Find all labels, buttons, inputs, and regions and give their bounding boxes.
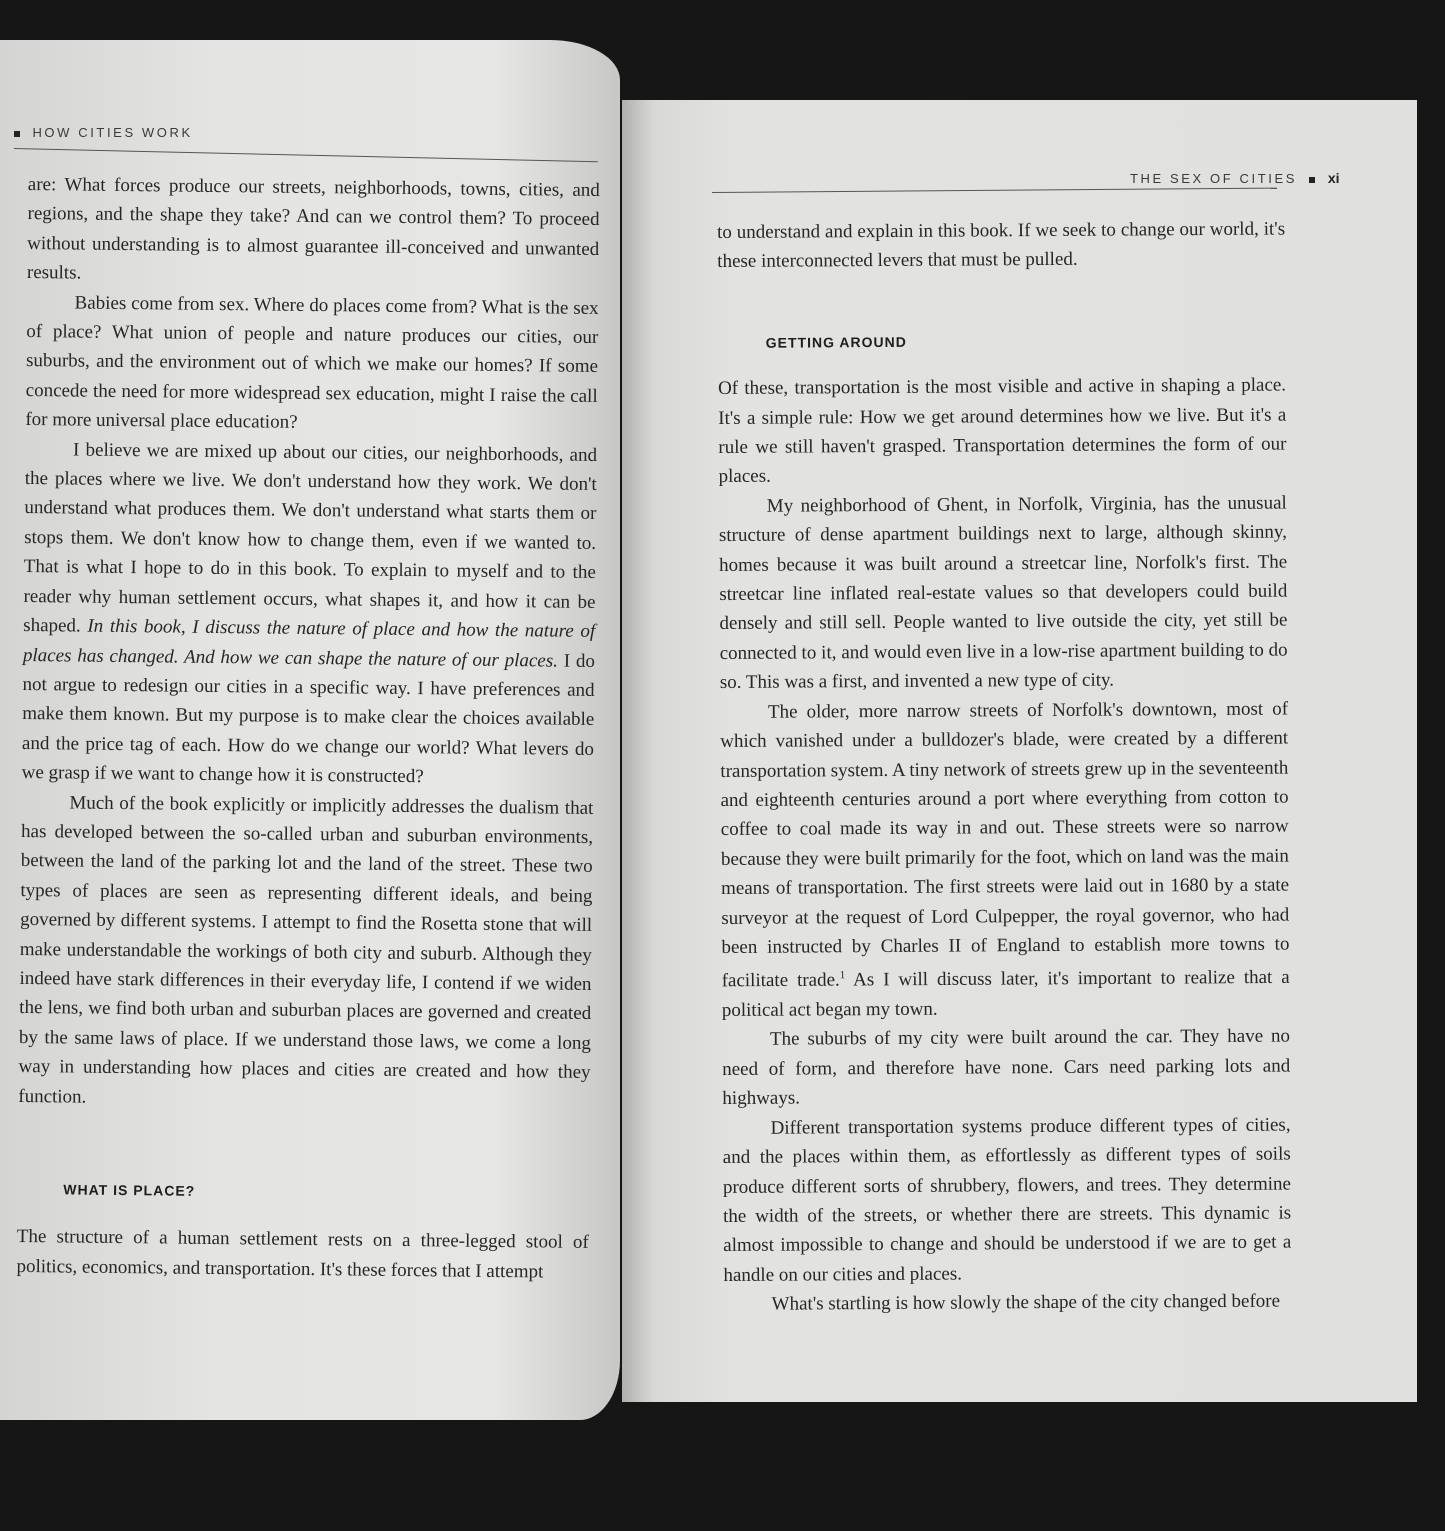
- paragraph: Much of the book explicitly or implicitly addresses the dualism that has developed between the so-called urban and suburban environments, between the land of the parking lot and the land of the street. These two types of places are seen as representing different ideals, and being governed by different systems. I attempt to find the Rosetta stone that will make understandable the workings of both city and suburb. Although they indeed have stark differences in their everyday life, I contend if we widen the lens, we find both urban and suburban places are governed and created by the same laws of place. If we understand those laws, we come a long way in understanding how places and cities are created and how they function.: [18, 791, 594, 1108]
- right-running-head-text: THE SEX OF CITIES: [1130, 171, 1297, 186]
- paragraph: Babies come from sex. Where do places come from? What is the sex of place? What union of people and nature produces our cities, our suburbs, and the environment out of which we make our homes? If some concede the need for more widespread sex education, might I raise the call for more universal place education?: [25, 292, 599, 434]
- paragraph: Different transportation systems produce different types of cities, and the places within them, as effortlessly as different types of soils produce different sorts of shrubbery, flowers, and trees. They determine the width of the streets, or whether there are streets. This dynamic is almost impossible to change and should be understood if we are to get a handle on our cities and places.: [722, 1114, 1292, 1286]
- paragraph: to understand and explain in this book. If we seek to change our world, it's these interconnected levers that must be pulled.: [717, 218, 1286, 273]
- right-head-rule: [712, 188, 1277, 193]
- footnote-marker: 1: [839, 969, 846, 982]
- left-body-text: [16, 170, 600, 1287]
- paragraph-text: As I will discuss later, it's important to realize that a political act began my town.: [721, 967, 1290, 1022]
- paragraph: [22, 435, 598, 794]
- right-body-text: [717, 215, 1292, 1320]
- left-running-head-text: HOW CITIES WORK: [32, 125, 193, 140]
- right-running-head: [1130, 170, 1340, 186]
- paragraph: are: What forces produce our streets, neighborhoods, towns, cities, and regions, and the shape they take? And can we control them? To proceed without understanding is to almost guarantee ill-conceived and unwanted results.: [26, 173, 600, 284]
- paragraph: [720, 694, 1290, 1025]
- section-heading: GETTING AROUND: [765, 333, 907, 351]
- paragraph-text: I do not argue to redesign our cities in a specific way. I have preferences and make them known. But my purpose is to make clear the choices available and the price tag of each. How do we change our world? What levers do we grasp if we want to change how it is constructed?: [21, 650, 595, 788]
- left-page: [0, 40, 620, 1420]
- paragraph: Of these, transportation is the most visible and active in shaping a place. It's a simple rule: How we get around determines how we live. But it's a rule we still haven't grasped. Transportation determines the form of our places.: [717, 374, 1287, 488]
- paragraph: What's startling is how slowly the shape of the city changed before: [771, 1290, 1281, 1315]
- paragraph: My neighborhood of Ghent, in Norfolk, Virginia, has the unusual structure of dense apartment buildings next to large, although skinny, homes because it was built around a streetcar line, Norfolk's first. The streetcar line inflated real-estate values so that developers could build densely and still sell. People wanted to live outside the city, yet still be connected to it, and would even live in a low-rise apartment building to do so. This was a first, and invented a new type of city.: [718, 492, 1288, 694]
- square-bullet-icon: [14, 131, 20, 137]
- paragraph-text: I believe we are mixed up about our cities, our neighborhoods, and the places where we live. We don't understand how they work. We don't understand what produces them. We don't understand what starts them or stops them. We don't know how to change them, even if we wanted to. That is what I hope to do in this book. To explain to myself and to the reader why human settlement occurs, what shapes it, and how it can be shaped.: [23, 439, 598, 637]
- section-heading: WHAT IS PLACE?: [63, 1181, 196, 1199]
- right-page: [622, 100, 1417, 1402]
- paragraph: The suburbs of my city were built around the car. They have no need of form, and therefore have none. Cars need parking lots and highways.: [722, 1025, 1291, 1110]
- paragraph-italic-text: In this book, I discuss the nature of place and how the nature of places has changed. And how we can shape the nature of our places.: [22, 615, 596, 672]
- paragraph: The structure of a human settlement rests on a three-legged stool of politics, economics, and transportation. It's these forces that I attempt: [16, 1226, 589, 1283]
- left-running-head: [14, 125, 193, 140]
- paragraph-text: The older, more narrow streets of Norfolk's downtown, most of which vanished under a bulldozer's blade, were created by a different transportation system. A tiny network of streets grew up in the seventeenth and eighteenth centuries around a port where everything from cotton to coffee to coal made its way in and out. These streets were so narrow because they were built primarily for the foot, which on land was the main means of transportation. The first streets were laid out in 1680 by a state surveyor at the request of Lord Culpepper, the royal governor, who had been instructed by Charles II of England to establish more towns to facilitate trade.: [720, 698, 1290, 992]
- square-bullet-icon: [1309, 177, 1315, 183]
- page-number: xi: [1327, 170, 1340, 186]
- left-head-rule: [14, 148, 598, 162]
